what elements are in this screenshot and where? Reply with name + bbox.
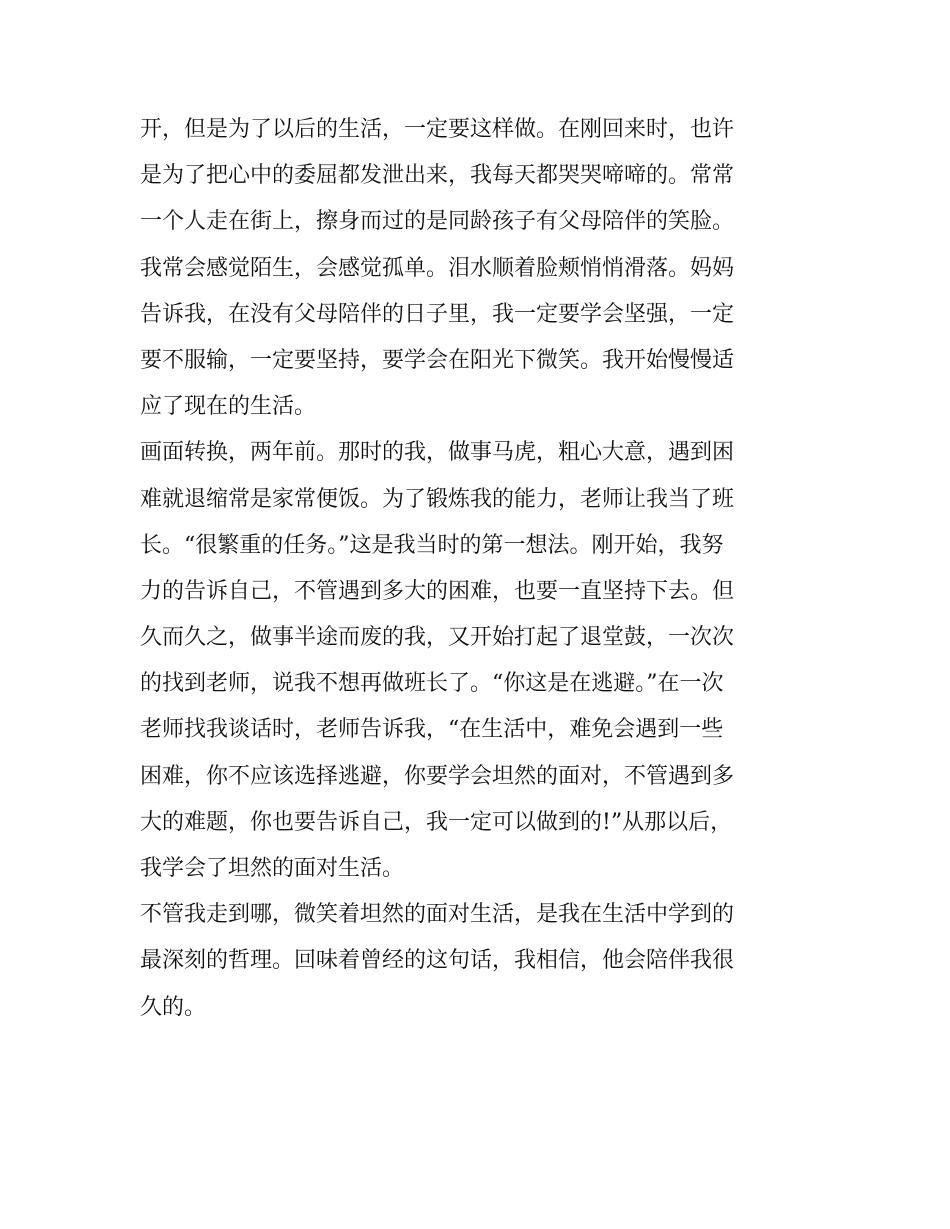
text-line: 开，但是为了以后的生活，一定要这样做。在刚回来时，也许 — [140, 117, 735, 142]
document-body — [140, 107, 812, 1031]
text-line: 困难，你不应该选择逃避，你要学会坦然的面对，不管遇到多 — [140, 763, 735, 789]
text-line: 不管我走到哪，微笑着坦然的面对生活，是我在生活中学到的 — [140, 902, 735, 928]
text-line: 要不服输，一定要坚持，要学会在阳光下微笑。我开始慢慢适 — [140, 347, 735, 373]
text-line: 告诉我，在没有父母陪伴的日子里，我一定要学会坚强，一定 — [140, 301, 735, 327]
text-line: 力的告诉自己，不管遇到多大的困难，也要一直坚持下去。但 — [140, 578, 735, 604]
text-line: 应了现在的生活。 — [140, 394, 317, 420]
text-line: 久而久之，做事半途而废的我，又开始打起了退堂鼓，一次次 — [140, 625, 735, 651]
text-line: 的找到老师，说我不想再做班长了。“你这是在逃避。”在一次 — [140, 671, 724, 697]
text-line: 久的。 — [140, 994, 207, 1020]
text-line: 最深刻的哲理。回味着曾经的这句话，我相信，他会陪伴我很 — [140, 948, 735, 974]
text-line: 难就退缩常是家常便饭。为了锻炼我的能力，老师让我当了班 — [140, 486, 735, 512]
text-line: 画面转换，两年前。那时的我，做事马虎，粗心大意，遇到困 — [140, 440, 735, 466]
text-line: 一个人走在街上，擦身而过的是同龄孩子有父母陪伴的笑脸。 — [140, 209, 735, 235]
text-line: 长。“很繁重的任务。”这是我当时的第一想法。刚开始，我努 — [140, 532, 724, 558]
text-line: 我学会了坦然的面对生活。 — [140, 856, 405, 881]
text-line: 大的难题，你也要告诉自己，我一定可以做到的!”从那以后， — [140, 809, 733, 835]
text-line: 是为了把心中的委屈都发泄出来，我每天都哭哭啼啼的。常常 — [140, 163, 735, 189]
text-line: 老师找我谈话时，老师告诉我，“在生活中，难免会遇到一些 — [140, 717, 724, 743]
text-line: 我常会感觉陌生，会感觉孤单。泪水顺着脸颊悄悄滑落。妈妈 — [140, 255, 735, 281]
